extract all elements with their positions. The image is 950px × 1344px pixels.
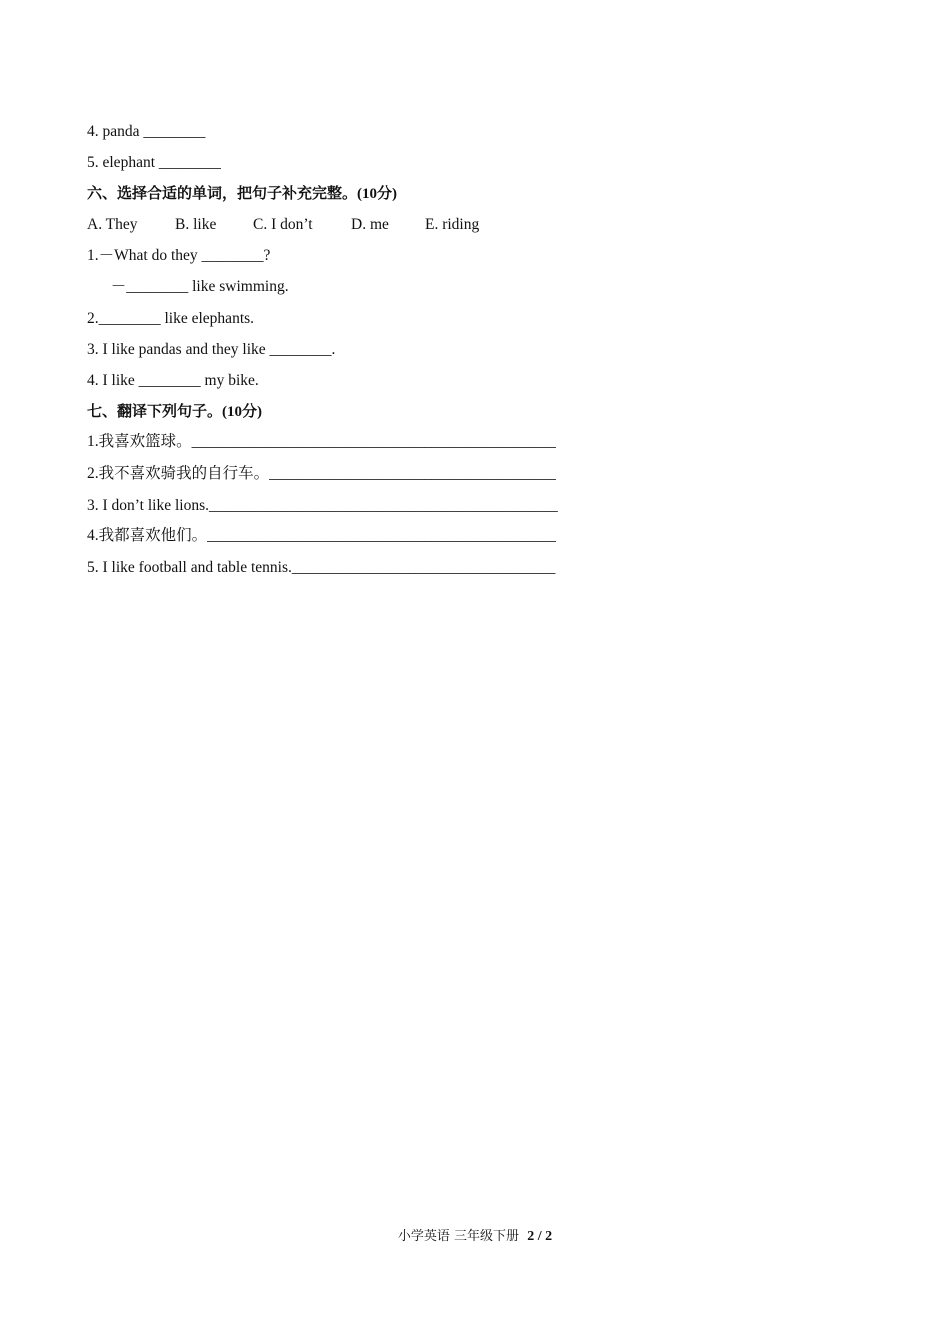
section5-item-4: 4. panda ________	[87, 123, 206, 140]
option-c: C. I don’t	[253, 216, 313, 233]
option-d: D. me	[351, 216, 389, 233]
section6-heading	[87, 183, 397, 204]
section6-question-3: 3. I like pandas and they like ________.	[87, 341, 336, 358]
section7-question-3: 3. I don’t like lions._____________________________________________	[87, 497, 558, 514]
section7-question-2: 2.我不喜欢骑我的自行车。_____________________________________	[87, 465, 556, 482]
section7-heading-score: (10分)	[222, 404, 263, 420]
option-b: B. like	[175, 216, 217, 233]
option-a: A. They	[87, 216, 138, 233]
section7-question-1: 1.我喜欢篮球。_______________________________________________	[87, 433, 556, 450]
option-e: E. riding	[425, 216, 480, 233]
section7-heading	[87, 401, 262, 422]
section7-question-5: 5. I like football and table tennis.__________________________________	[87, 559, 556, 576]
section5-item-5: 5. elephant ________	[87, 154, 221, 171]
footer-label: 小学英语 三年级下册	[397, 1229, 519, 1244]
section7-heading-text: 七、翻译下列句子。	[87, 402, 223, 420]
section6-question-4: 4. I like ________ my bike.	[87, 372, 259, 389]
section6-question-1a: 1.－What do they ________?	[87, 247, 271, 264]
section6-question-1b: －________ like swimming.	[103, 278, 289, 295]
section6-heading-score: (10分)	[357, 186, 398, 202]
section6-heading-text: 六、选择合适的单词，把句子补充完整。	[87, 184, 358, 202]
section6-question-2: 2.________ like elephants.	[87, 310, 255, 327]
section7-question-4: 4.我都喜欢他们。_____________________________________________	[87, 527, 556, 544]
section6-options	[87, 215, 505, 235]
page-number: 2 / 2	[527, 1229, 553, 1244]
page-footer	[0, 1225, 950, 1245]
